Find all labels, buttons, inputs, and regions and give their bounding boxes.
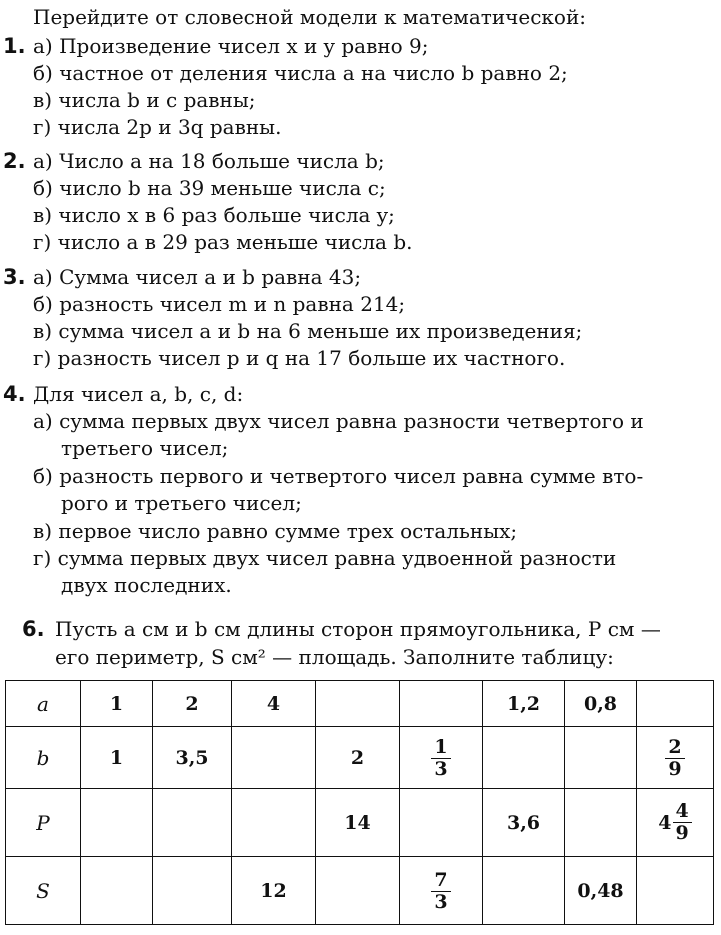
problem-4-item-a-cont: третьего чисел; (61, 436, 229, 460)
table-cell (400, 789, 483, 857)
problem-4-item-d-cont: двух последних. (61, 573, 232, 597)
table-row (6, 681, 714, 727)
table-row (6, 857, 714, 925)
row-label-S: S (6, 857, 81, 925)
problem-4-item-c: в) первое число равно сумме трех остальных; (33, 519, 518, 543)
problem-3-item-c: в) сумма чисел a и b на 6 меньше их произведения; (33, 319, 583, 343)
table-cell (400, 727, 483, 789)
problem-4-number: 4. (3, 382, 26, 406)
table-cell (81, 857, 153, 925)
fraction (665, 737, 684, 780)
fraction-numerator: 7 (431, 870, 450, 892)
problem-4-intro: Для чисел a, b, c, d: (33, 382, 244, 406)
fraction-numerator: 2 (665, 737, 684, 759)
fraction-numerator: 1 (431, 737, 450, 759)
table-cell (316, 857, 400, 925)
table-cell (637, 727, 714, 789)
table-cell: 2 (153, 681, 232, 727)
row-label-b: b (6, 727, 81, 789)
problem-1-item-b: б) частное от деления числа a на число b равно 2; (33, 61, 568, 85)
table-cell (483, 857, 565, 925)
problem-3-item-d: г) разность чисел p и q на 17 больше их частного. (33, 346, 566, 370)
table-cell (81, 789, 153, 857)
table-cell (400, 857, 483, 925)
row-label-a: a (6, 681, 81, 727)
table-cell: 3,6 (483, 789, 565, 857)
table-cell (637, 789, 714, 857)
table-cell: 2 (316, 727, 400, 789)
fraction-denominator: 3 (434, 890, 448, 913)
table-cell (232, 789, 316, 857)
fraction-denominator: 9 (668, 757, 682, 780)
problem-2-item-b: б) число b на 39 меньше числа c; (33, 176, 386, 200)
problem-1-item-a: а) Произведение чисел x и y равно 9; (33, 34, 429, 58)
table-cell (232, 727, 316, 789)
problem-2-item-d: г) число a в 29 раз меньше числа b. (33, 230, 413, 254)
table-cell (637, 857, 714, 925)
table-cell (637, 681, 714, 727)
problem-2-item-c: в) число x в 6 раз больше числа y; (33, 203, 395, 227)
fraction (431, 870, 450, 913)
row-label-P: P (6, 789, 81, 857)
table-cell (316, 681, 400, 727)
table-row (6, 789, 714, 857)
table-cell (483, 727, 565, 789)
fraction (431, 737, 450, 780)
table-cell: 3,5 (153, 727, 232, 789)
problem-4-item-d: г) сумма первых двух чисел равна удвоенной разности (33, 546, 617, 570)
fraction (658, 801, 691, 844)
table-cell (400, 681, 483, 727)
fraction-denominator: 9 (675, 822, 689, 844)
problem-1-item-c: в) числа b и c равны; (33, 88, 256, 112)
problem-4-item-a: а) сумма первых двух чисел равна разности четвертого и (33, 409, 644, 433)
table-cell (153, 789, 232, 857)
table-cell: 14 (316, 789, 400, 857)
problem-2-number: 2. (3, 149, 26, 173)
table-row (6, 727, 714, 789)
problem-3-number: 3. (3, 265, 26, 289)
table-cell: 4 (232, 681, 316, 727)
table-cell (565, 727, 637, 789)
problem-2-item-a: а) Число a на 18 больше числа b; (33, 149, 385, 173)
heading: Перейдите от словесной модели к математической: (33, 5, 587, 29)
problem-4-item-b: б) разность первого и четвертого чисел равна сумме вто- (33, 464, 644, 488)
table-cell: 0,8 (565, 681, 637, 727)
data-table (5, 680, 714, 925)
table-cell (565, 789, 637, 857)
problem-6-text-1: Пусть a см и b см длины сторон прямоугольника, P см — (55, 617, 661, 641)
table-cell: 1,2 (483, 681, 565, 727)
table-cell: 1 (81, 727, 153, 789)
table-cell: 1 (81, 681, 153, 727)
fraction-numerator: 4 (673, 801, 692, 823)
fraction-whole: 4 (658, 811, 672, 834)
problem-3-item-b: б) разность чисел m и n равна 214; (33, 292, 406, 316)
problem-1-number: 1. (3, 34, 26, 58)
problem-4-item-b-cont: рого и третьего чисел; (61, 491, 302, 515)
table-cell: 0,48 (565, 857, 637, 925)
problem-1-item-d: г) числа 2p и 3q равны. (33, 115, 282, 139)
fraction-denominator: 3 (434, 757, 448, 780)
problem-6-text-2: его периметр, S см² — площадь. Заполните таблицу: (55, 645, 614, 669)
table-cell: 12 (232, 857, 316, 925)
problem-3-item-a: а) Сумма чисел a и b равна 43; (33, 265, 362, 289)
table-cell (153, 857, 232, 925)
problem-6-number: 6. (22, 617, 45, 641)
